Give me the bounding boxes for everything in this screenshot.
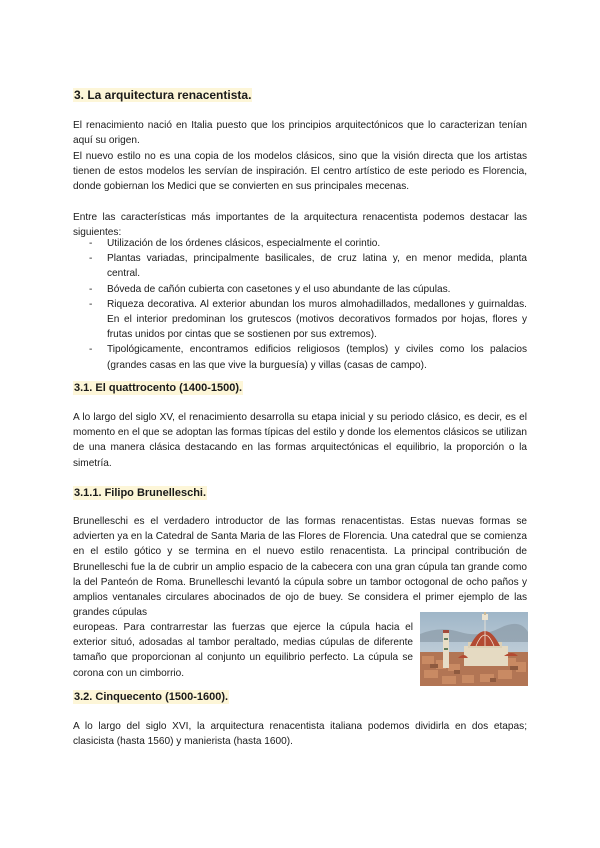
bullet-dash: - <box>89 238 93 249</box>
list-item-text: Riqueza decorativa. Al exterior abundan los muros almohadillados, medallones y guirnaldas. En el interior predominan los grutescos (motivos decorativos formados por hojas, flores y frutas unidos por cintas que se sostienen por sus extremos). <box>107 298 527 341</box>
list-item <box>73 297 527 343</box>
list-item-text: Bóveda de cañón cubierta con casetones y el uso abundante de las cúpulas. <box>107 283 451 295</box>
section-311-text-wrapped: europeas. Para contrarrestar las fuerzas que ejerce la cúpula hacia el exterior situó, adosadas al tambor peraltado, medias cúpulas de diferente tamaño que proporcionan al conjunto un equilibrio perfecto. La cúpula se corona con un cimborrio. <box>73 622 413 679</box>
characteristics-list <box>73 236 527 373</box>
bullet-dash: - <box>89 298 93 310</box>
bullet-dash: - <box>89 344 93 356</box>
section-311-heading: 3.1.1. Filipo Brunelleschi. <box>74 487 207 499</box>
list-item <box>73 342 527 372</box>
intro-paragraph-3: Entre las características más importantes de la arquitectura renacentista podemos destacar las siguientes: <box>73 212 527 239</box>
list-item <box>73 282 527 297</box>
list-item-text: Tipológicamente, encontramos edificios religiosos (templos) y civiles como los palacios (grandes casas en las que vive la burguesía) y villas (casas de campo). <box>107 344 527 371</box>
bullet-dash: - <box>89 283 93 295</box>
main-heading: 3. La arquitectura renacentista. <box>74 88 252 102</box>
list-item-text: Plantas variadas, principalmente basilicales, de cruz latina y, en menor medida, planta central. <box>107 253 527 280</box>
list-item <box>73 251 527 281</box>
intro-paragraph-2: El nuevo estilo no es una copia de los modelos clásicos, sino que la visión directa que los artistas tienen de estos modelos les servían de inspiración. El centro artístico de este periodo es Florencia, donde gobiernan los Medici que se convierten en sus principales mecenas. <box>73 151 527 193</box>
list-item <box>73 236 527 251</box>
section-31-heading: 3.1. El quattrocento (1400-1500). <box>74 382 243 394</box>
section-311-text: Brunelleschi es el verdadero introductor de las formas renacentistas. Estas nuevas formas se advierten ya en la Catedral de Santa Maria de las Flores de Florencia. Una catedral que se comienza en el estilo gótico y se termina en el nuevo estilo renacentista. La principal contribución de Brunelleschi fue la de cubrir un amplio espacio de la cabecera con una gran cúpula tan grande como la del Panteón de Roma. Brunelleschi levantó la cúpula sobre un tambor octogonal de ocho paños y amplios ventanales circulares abocinados de ojo de buey. Se considera el primer ejemplo de las grandes cúpulas <box>73 516 527 619</box>
section-32-text: A lo largo del siglo XVI, la arquitectura renacentista italiana podemos dividirla en dos etapas; clasicista (hasta 1560) y manierista (hasta 1600). <box>73 721 527 748</box>
bullet-dash: - <box>89 253 93 265</box>
section-32-heading: 3.2. Cinquecento (1500-1600). <box>74 691 229 703</box>
intro-paragraph-1: El renacimiento nació en Italia puesto que los principios arquitectónicos que lo caracterizan tenían aquí su origen. <box>73 120 527 147</box>
list-item-text: Utilización de los órdenes clásicos, especialmente el corintio. <box>107 238 381 249</box>
section-31-text: A lo largo del siglo XV, el renacimiento desarrolla su etapa inicial y su periodo clásico, es decir, es el momento en el que se adoptan las formas típicas del estilo y donde los elementos clásicos se utilizan de una manera clásica destacando en las formas arquitectónicas el equilibrio, la proporción o la simetría. <box>73 412 527 469</box>
florence-cathedral-photo <box>420 612 528 686</box>
